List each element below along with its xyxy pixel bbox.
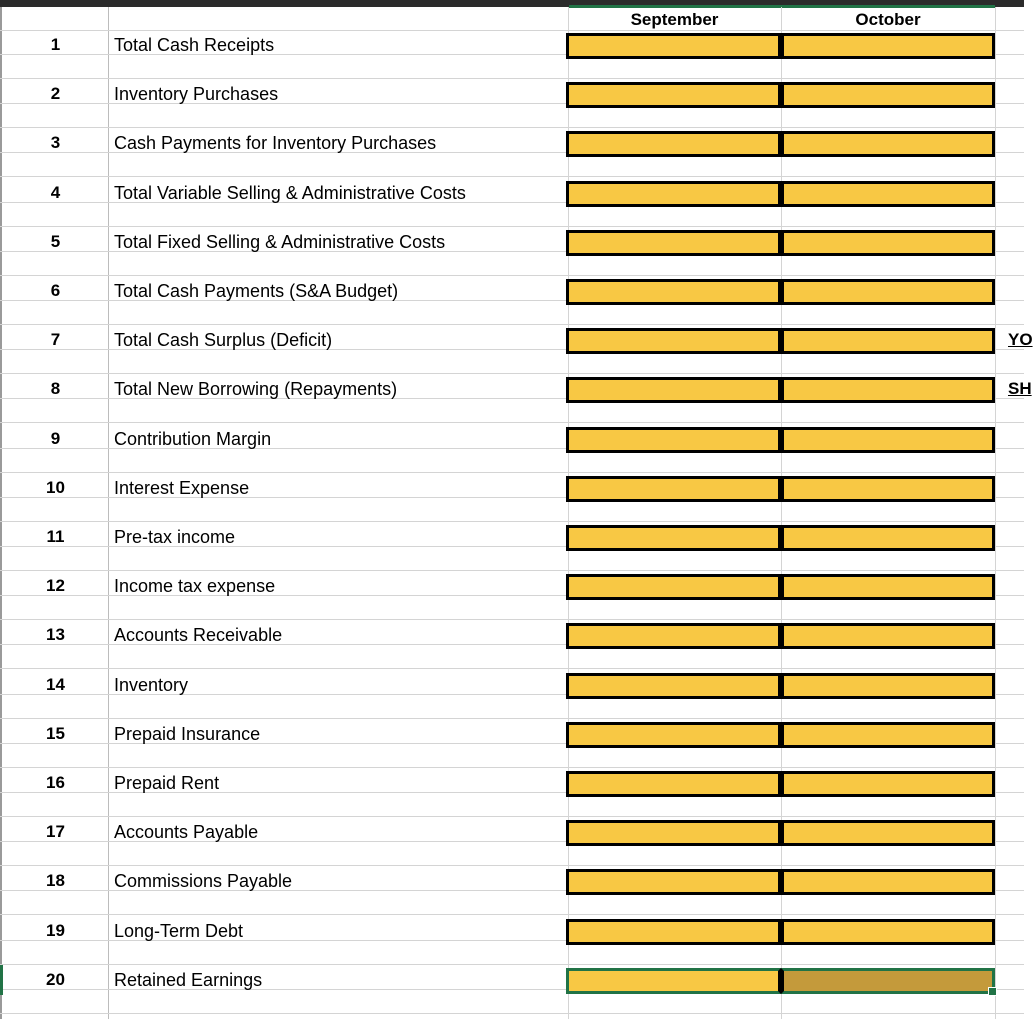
row-label[interactable]: Inventory Purchases <box>114 84 279 104</box>
row-label[interactable]: Accounts Receivable <box>114 625 283 645</box>
clipped-side-text: SH <box>1008 379 1032 398</box>
september-input-cell[interactable] <box>566 131 781 157</box>
october-input-cell[interactable] <box>781 230 995 256</box>
clipped-side-text: YO <box>1008 330 1033 349</box>
row-label[interactable]: Income tax expense <box>114 576 276 596</box>
fill-handle[interactable] <box>988 987 997 996</box>
table-row <box>0 227 1024 276</box>
table-row <box>0 571 1024 620</box>
row-number: 4 <box>50 183 61 202</box>
october-input-cell[interactable] <box>781 279 995 305</box>
row-divider <box>0 914 1024 915</box>
row-label[interactable]: Total Cash Receipts <box>114 35 275 55</box>
selected-row-marker <box>0 965 3 995</box>
september-input-cell[interactable] <box>566 919 781 945</box>
row-number: 8 <box>50 379 61 398</box>
row-number: 20 <box>46 970 65 989</box>
row-number: 6 <box>50 281 61 300</box>
row-label[interactable]: Interest Expense <box>114 478 250 498</box>
september-input-cell[interactable] <box>566 820 781 846</box>
october-input-cell[interactable] <box>781 427 995 453</box>
row-number: 13 <box>46 625 65 644</box>
table-row <box>0 325 1033 374</box>
row-number: 15 <box>46 724 65 743</box>
row-number: 5 <box>50 232 61 251</box>
september-input-cell[interactable] <box>566 279 781 305</box>
row-label[interactable]: Inventory <box>114 675 189 695</box>
row-number: 19 <box>46 921 65 940</box>
september-input-cell[interactable] <box>566 476 781 502</box>
september-input-cell[interactable] <box>566 328 781 354</box>
october-input-cell[interactable] <box>781 722 995 748</box>
september-input-cell[interactable] <box>566 230 781 256</box>
header-september: September <box>630 10 719 29</box>
row-label[interactable]: Commissions Payable <box>114 871 293 891</box>
september-input-cell[interactable] <box>566 623 781 649</box>
october-input-cell[interactable] <box>781 33 995 59</box>
table-row <box>0 79 1024 128</box>
table-row <box>0 620 1024 669</box>
table-row <box>0 473 1024 522</box>
row-number: 1 <box>50 35 61 54</box>
row-label[interactable]: Total New Borrowing (Repayments) <box>114 379 398 399</box>
october-input-cell[interactable] <box>781 869 995 895</box>
row-label[interactable]: Contribution Margin <box>114 429 272 449</box>
row-label[interactable]: Prepaid Rent <box>114 773 220 793</box>
row-label[interactable]: Cash Payments for Inventory Purchases <box>114 133 437 153</box>
october-input-cell[interactable] <box>781 328 995 354</box>
row-number: 11 <box>46 527 65 546</box>
row-number: 3 <box>50 133 61 152</box>
september-input-cell[interactable] <box>566 968 781 994</box>
table-row <box>0 276 1024 325</box>
row-label[interactable]: Accounts Payable <box>114 822 259 842</box>
table-row <box>0 128 1024 177</box>
september-input-cell[interactable] <box>566 869 781 895</box>
row-label[interactable]: Pre-tax income <box>114 527 236 547</box>
october-input-cell[interactable] <box>781 181 995 207</box>
row-number: 9 <box>50 429 61 448</box>
row-divider <box>0 668 1024 669</box>
row-divider <box>0 422 1024 423</box>
october-input-cell[interactable] <box>781 377 995 403</box>
table-row <box>0 866 1024 915</box>
table-row <box>0 178 1024 227</box>
row-number: 2 <box>50 84 61 103</box>
header-october: October <box>855 10 921 29</box>
table-row <box>0 424 1024 473</box>
row-number: 10 <box>46 478 65 497</box>
october-input-cell[interactable] <box>781 476 995 502</box>
row-label[interactable]: Retained Earnings <box>114 970 263 990</box>
row-label[interactable]: Total Fixed Selling & Administrative Costs <box>114 232 446 252</box>
october-input-cell[interactable] <box>781 673 995 699</box>
october-input-cell[interactable] <box>781 919 995 945</box>
october-input-cell[interactable] <box>781 82 995 108</box>
october-input-cell[interactable] <box>781 820 995 846</box>
october-input-cell[interactable] <box>781 131 995 157</box>
row-number: 7 <box>50 330 61 349</box>
september-input-cell[interactable] <box>566 181 781 207</box>
column-selection-indicator <box>569 5 995 8</box>
september-input-cell[interactable] <box>566 33 781 59</box>
row-divider <box>0 1013 1024 1014</box>
table-row <box>0 670 1024 719</box>
row-label[interactable]: Total Cash Payments (S&A Budget) <box>114 281 399 301</box>
row-number: 16 <box>46 773 65 792</box>
september-input-cell[interactable] <box>566 722 781 748</box>
table-row <box>0 374 1032 423</box>
row-label[interactable]: Total Variable Selling & Administrative Costs <box>114 183 466 203</box>
september-input-cell[interactable] <box>566 574 781 600</box>
row-number: 14 <box>46 675 65 694</box>
table-row <box>0 768 1024 817</box>
row-number: 17 <box>46 822 65 841</box>
september-input-cell[interactable] <box>566 427 781 453</box>
october-input-cell[interactable] <box>781 623 995 649</box>
october-input-cell[interactable] <box>781 574 995 600</box>
table-row <box>0 719 1024 768</box>
row-label[interactable]: Long-Term Debt <box>114 921 244 941</box>
september-input-cell[interactable] <box>566 377 781 403</box>
table-row <box>0 916 1024 965</box>
table-row <box>0 30 1024 79</box>
october-input-cell[interactable] <box>781 968 995 994</box>
table-row <box>0 965 1024 1014</box>
september-input-cell[interactable] <box>566 525 781 551</box>
september-input-cell[interactable] <box>566 673 781 699</box>
september-input-cell[interactable] <box>566 82 781 108</box>
row-label[interactable]: Prepaid Insurance <box>114 724 261 744</box>
row-number: 12 <box>46 576 65 595</box>
row-label[interactable]: Total Cash Surplus (Deficit) <box>114 330 333 350</box>
row-divider <box>0 176 1024 177</box>
table-row <box>0 817 1024 866</box>
october-input-cell[interactable] <box>781 525 995 551</box>
table-row <box>0 522 1024 571</box>
october-input-cell[interactable] <box>781 771 995 797</box>
september-input-cell[interactable] <box>566 771 781 797</box>
row-number: 18 <box>46 871 65 890</box>
